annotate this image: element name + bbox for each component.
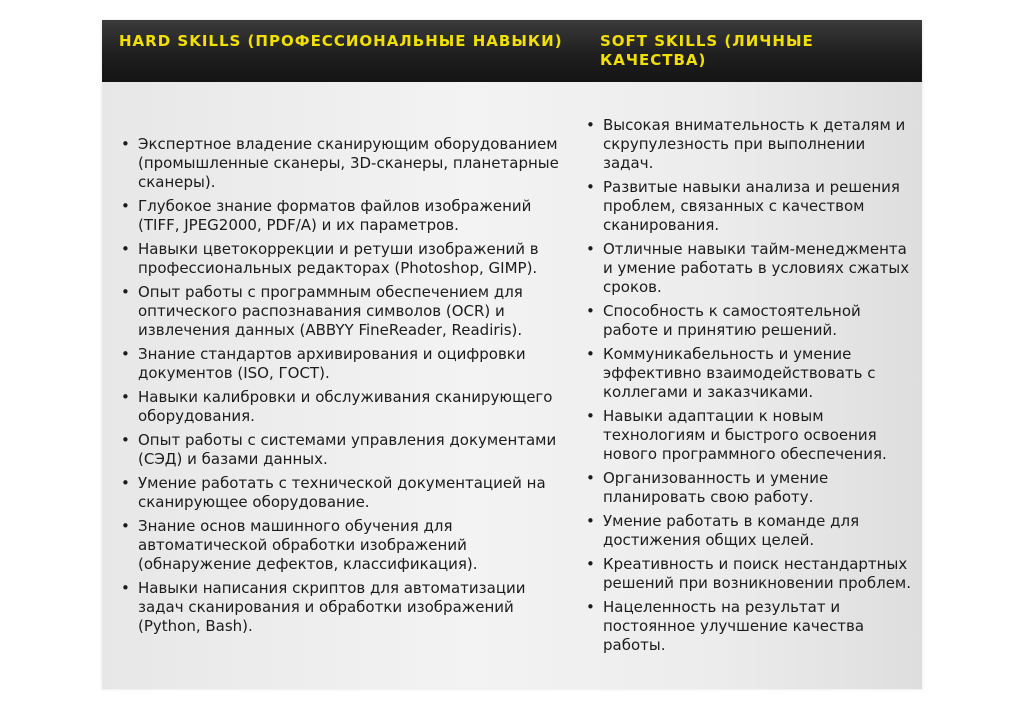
soft-skill-item-text: Развитые навыки анализа и решения проблем, связанных с качеством сканирования. xyxy=(603,178,900,234)
soft-skill-item-text: Нацеленность на результат и постоянное улучшение качества работы. xyxy=(603,598,865,654)
soft-skill-item xyxy=(584,407,916,464)
hard-skills-list xyxy=(119,135,574,636)
table-body xyxy=(102,82,922,689)
hard-skill-item xyxy=(119,474,574,512)
hard-skill-item-text: Навыки написания скриптов для автоматизации задач сканирования и обработки изображений (Python, Bash). xyxy=(138,579,526,635)
hard-skill-item-text: Глубокое знание форматов файлов изображений (TIFF, JPEG2000, PDF/A) и их параметров. xyxy=(138,197,532,234)
hard-skill-item xyxy=(119,388,574,426)
hard-skill-item xyxy=(119,240,574,278)
bullet-icon: • xyxy=(121,517,130,535)
bullet-icon: • xyxy=(586,345,595,363)
bullet-icon: • xyxy=(121,283,130,301)
hard-skill-item-text: Навыки цветокоррекции и ретуши изображений в профессиональных редакторах (Photoshop, GIMP). xyxy=(138,240,539,277)
hard-skills-heading: HARD SKILLS (ПРОФЕССИОНАЛЬНЫЕ НАВЫКИ) xyxy=(119,32,563,50)
bullet-icon: • xyxy=(586,116,595,134)
hard-skill-item-text: Экспертное владение сканирующим оборудованием (промышленные сканеры, 3D-сканеры, планетарные сканеры). xyxy=(138,135,559,191)
soft-skill-item xyxy=(584,345,916,402)
hard-skill-item xyxy=(119,197,574,235)
hard-skill-item xyxy=(119,283,574,340)
bullet-icon: • xyxy=(121,474,130,492)
bullet-icon: • xyxy=(121,431,130,449)
hard-skill-item xyxy=(119,431,574,469)
bullet-icon: • xyxy=(121,197,130,215)
soft-skill-item-text: Креативность и поиск нестандартных решений при возникновении проблем. xyxy=(603,555,912,592)
bullet-icon: • xyxy=(121,240,130,258)
bullet-icon: • xyxy=(586,302,595,320)
soft-skill-item-text: Коммуникабельность и умение эффективно взаимодействовать с коллегами и заказчиками. xyxy=(603,345,876,401)
soft-skill-item xyxy=(584,512,916,550)
soft-skill-item xyxy=(584,116,916,173)
bullet-icon: • xyxy=(586,178,595,196)
hard-skill-item-text: Опыт работы с системами управления документами (СЭД) и базами данных. xyxy=(138,431,557,468)
soft-skill-item xyxy=(584,302,916,340)
soft-skills-list xyxy=(584,116,916,655)
hard-skills-column xyxy=(102,82,584,689)
soft-skill-item xyxy=(584,240,916,297)
soft-skill-item xyxy=(584,598,916,655)
bullet-icon: • xyxy=(121,345,130,363)
bullet-icon: • xyxy=(586,407,595,425)
bullet-icon: • xyxy=(121,388,130,406)
skills-table xyxy=(102,20,922,689)
bullet-icon: • xyxy=(586,240,595,258)
soft-skills-column xyxy=(584,82,922,689)
soft-skills-heading: SOFT SKILLS (ЛИЧНЫЕ КАЧЕСТВА) xyxy=(600,32,814,69)
soft-skill-item-text: Навыки адаптации к новым технологиям и быстрого освоения нового программного обеспечения. xyxy=(603,407,887,463)
hard-skill-item xyxy=(119,345,574,383)
soft-skill-item-text: Организованность и умение планировать свою работу. xyxy=(603,469,829,506)
hard-skill-item-text: Знание основ машинного обучения для автоматической обработки изображений (обнаружение дефектов, классификация). xyxy=(138,517,478,573)
soft-skill-item-text: Высокая внимательность к деталям и скрупулезность при выполнении задач. xyxy=(603,116,906,172)
soft-skill-item-text: Умение работать в команде для достижения общих целей. xyxy=(603,512,860,549)
bullet-icon: • xyxy=(121,135,130,153)
bullet-icon: • xyxy=(586,512,595,530)
bullet-icon: • xyxy=(586,555,595,573)
soft-skill-item xyxy=(584,555,916,593)
bullet-icon: • xyxy=(121,579,130,597)
hard-skill-item-text: Умение работать с технической документацией на сканирующее оборудование. xyxy=(138,474,546,511)
hard-skill-item-text: Навыки калибровки и обслуживания сканирующего оборудования. xyxy=(138,388,553,425)
soft-skill-item xyxy=(584,469,916,507)
soft-skill-item-text: Способность к самостоятельной работе и принятию решений. xyxy=(603,302,861,339)
hard-skill-item-text: Опыт работы с программным обеспечением для оптического распознавания символов (OCR) и извлечения данных (ABBYY FineReader, Readiris). xyxy=(138,283,523,339)
hard-skill-item xyxy=(119,517,574,574)
bullet-icon: • xyxy=(586,598,595,616)
soft-skill-item xyxy=(584,178,916,235)
soft-skill-item-text: Отличные навыки тайм-менеджмента и умение работать в условиях сжатых сроков. xyxy=(603,240,910,296)
table-header xyxy=(102,20,922,82)
bullet-icon: • xyxy=(586,469,595,487)
hard-skill-item xyxy=(119,579,574,636)
hard-skill-item-text: Знание стандартов архивирования и оцифровки документов (ISO, ГОСТ). xyxy=(138,345,526,382)
hard-skill-item xyxy=(119,135,574,192)
